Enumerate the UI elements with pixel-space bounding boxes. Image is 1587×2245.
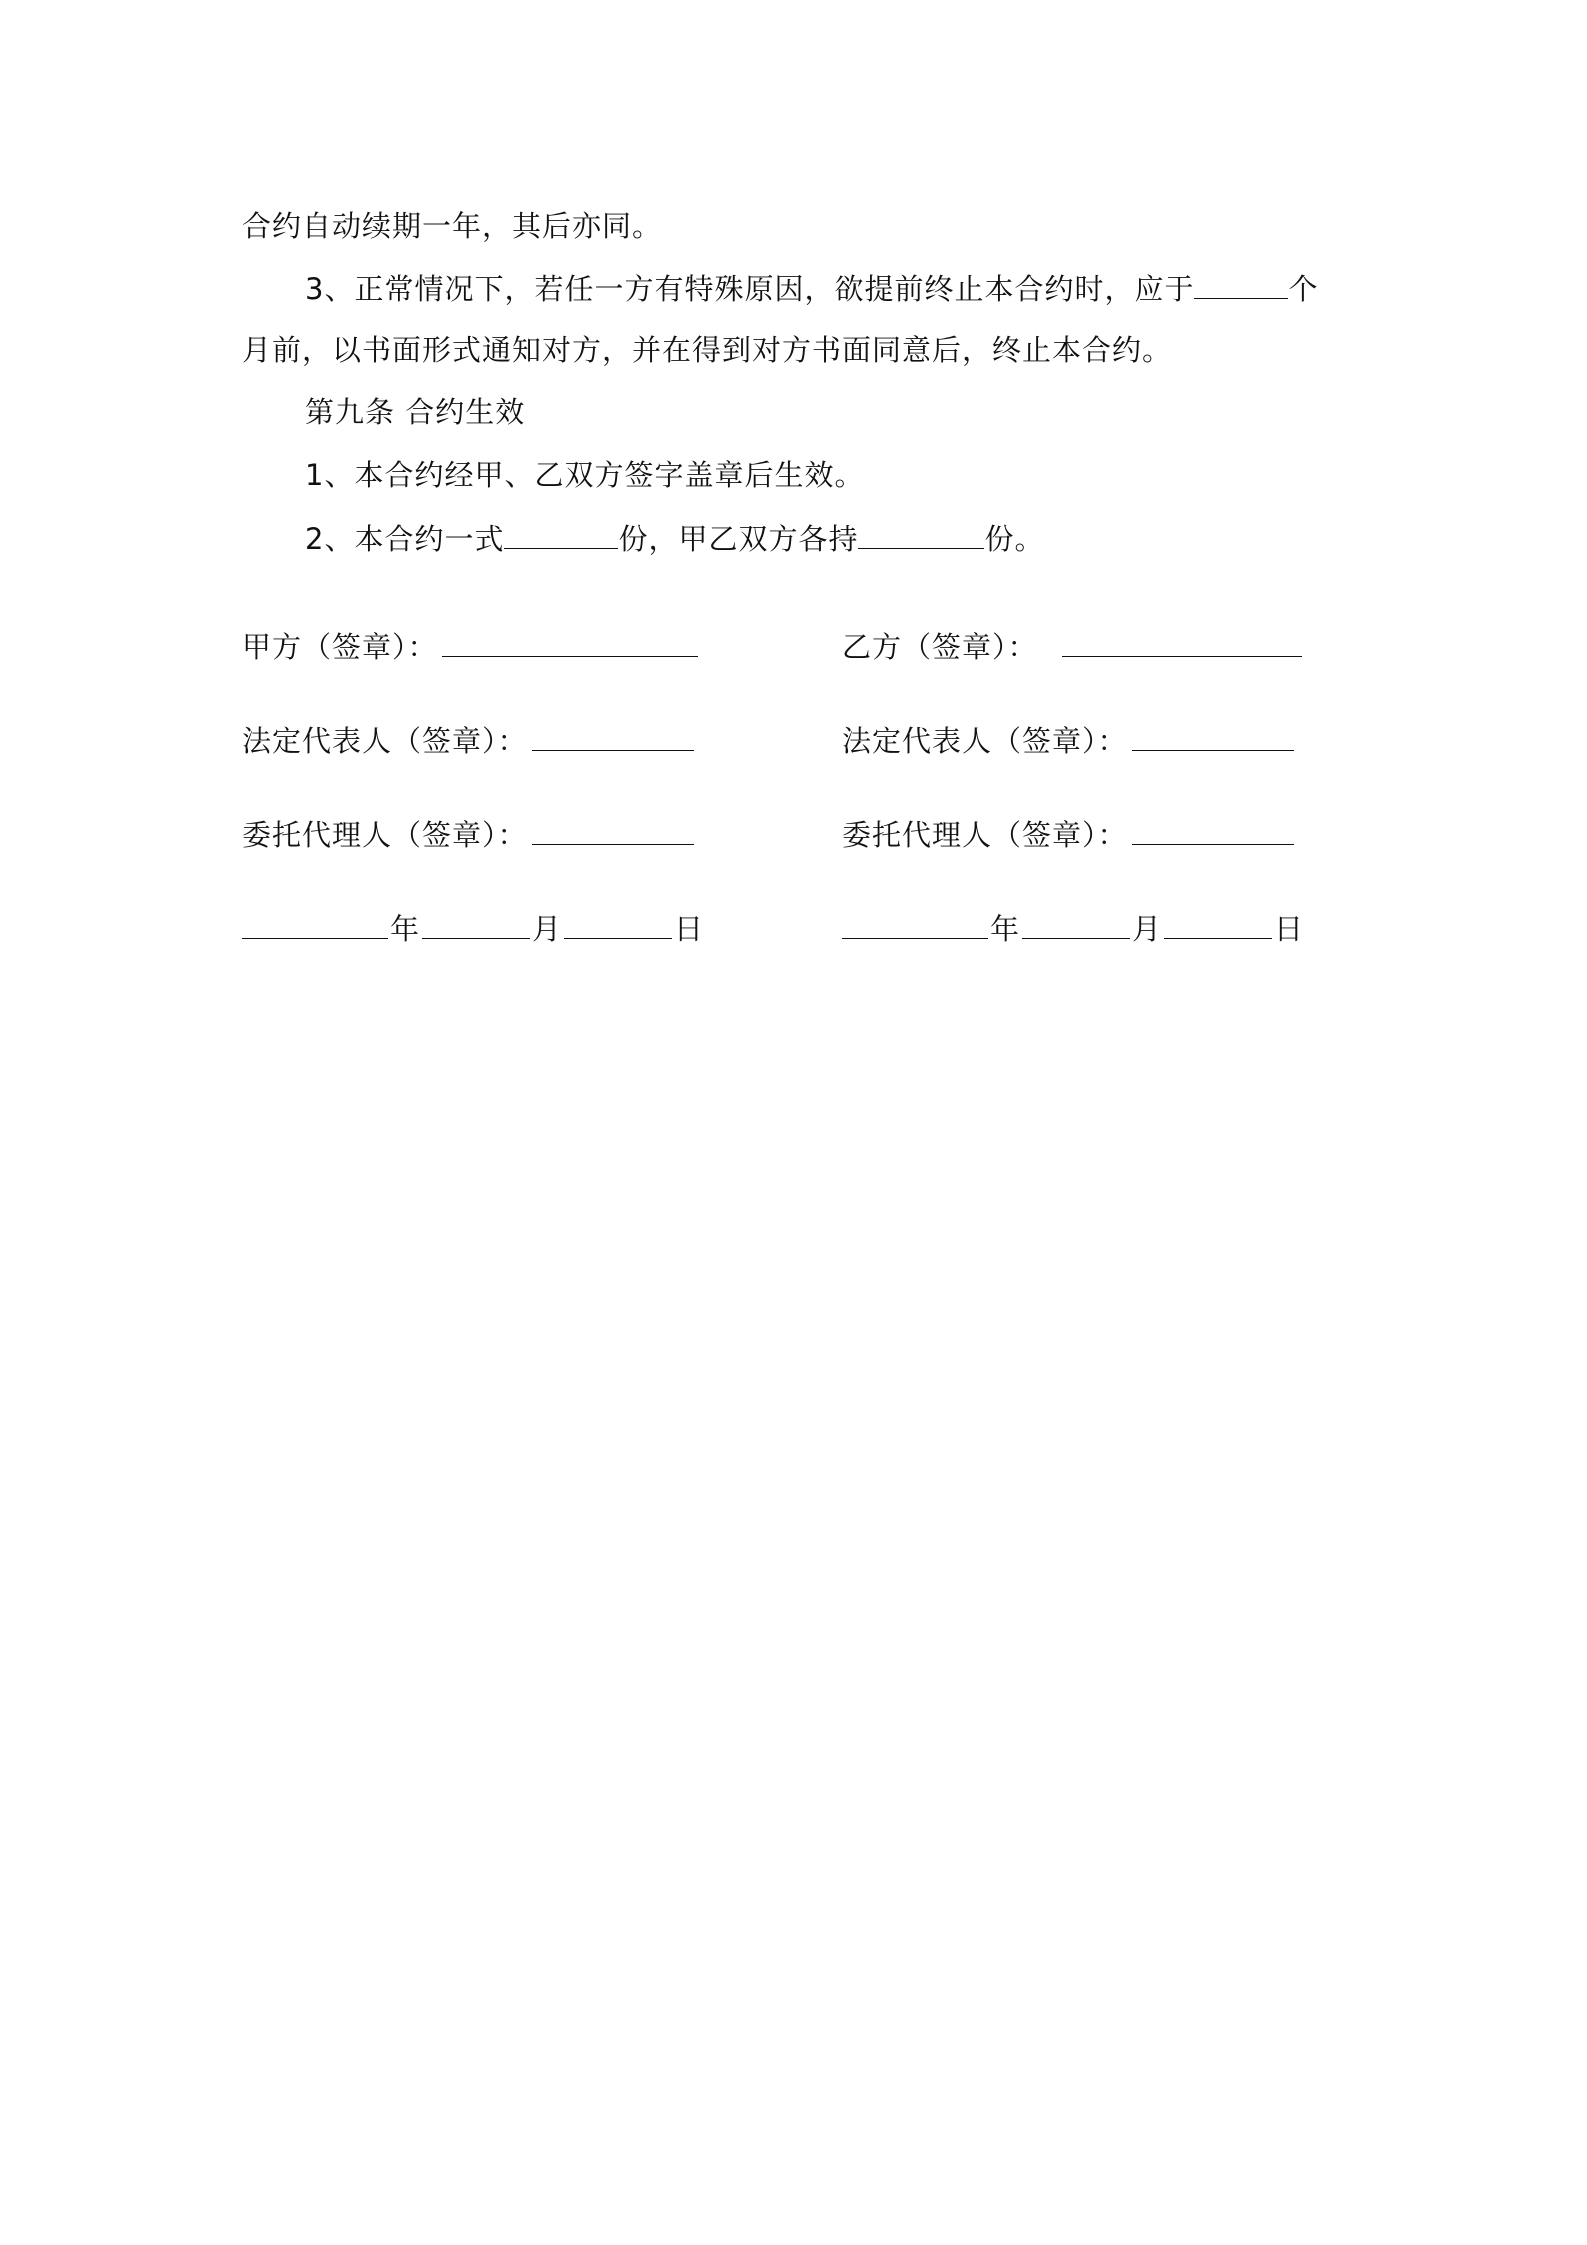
clause-text: 份。 xyxy=(984,522,1045,556)
party-a-date xyxy=(242,908,704,949)
signature-label: 委托代理人（签章）： xyxy=(842,818,1128,852)
party-b-day-field[interactable] xyxy=(1164,908,1272,939)
clause-termination xyxy=(305,268,1318,309)
clause-text: 月前，以书面形式通知对方，并在得到对方书面同意后，终止本合约。 xyxy=(242,333,1173,367)
clause-text: 2、本合约一式 xyxy=(305,522,505,556)
party-a-year-field[interactable] xyxy=(242,908,388,939)
party-a-signature xyxy=(242,626,698,667)
party-a-agent xyxy=(242,814,694,855)
party-a-signature-field[interactable] xyxy=(442,626,698,657)
party-b-date xyxy=(842,908,1304,949)
party-b-legal-rep-field[interactable] xyxy=(1132,720,1294,751)
party-a-agent-field[interactable] xyxy=(532,814,694,845)
party-a-day-field[interactable] xyxy=(564,908,672,939)
clause-effective xyxy=(305,455,864,495)
party-b-signature-field[interactable] xyxy=(1062,626,1302,657)
party-b-agent-field[interactable] xyxy=(1132,814,1294,845)
months-blank[interactable] xyxy=(1194,268,1288,299)
clause-text: 个 xyxy=(1288,272,1319,306)
year-label: 年 xyxy=(390,912,421,946)
party-a-legal-rep-field[interactable] xyxy=(532,720,694,751)
clause-continuation xyxy=(242,206,662,246)
clause-text: 1、本合约经甲、乙双方签字盖章后生效。 xyxy=(305,458,865,492)
clause-text: 份，甲乙双方各持 xyxy=(618,522,859,556)
party-b-signature xyxy=(842,626,1302,667)
year-label: 年 xyxy=(990,912,1021,946)
month-label: 月 xyxy=(1132,912,1163,946)
party-a-legal-rep xyxy=(242,720,694,761)
signature-label: 委托代理人（签章）： xyxy=(242,818,528,852)
day-label: 日 xyxy=(674,912,705,946)
party-b-legal-rep xyxy=(842,720,1294,761)
article-heading xyxy=(305,392,525,432)
clause-termination-continued xyxy=(242,330,1172,370)
article-title: 第九条 合约生效 xyxy=(305,395,526,429)
copies-total-blank[interactable] xyxy=(504,518,618,549)
signature-label: 法定代表人（签章）： xyxy=(242,724,528,758)
clause-copies xyxy=(305,518,1044,559)
day-label: 日 xyxy=(1274,912,1305,946)
party-b-agent xyxy=(842,814,1294,855)
party-b-month-field[interactable] xyxy=(1022,908,1130,939)
signature-label: 法定代表人（签章）： xyxy=(842,724,1128,758)
signature-label: 乙方（签章）： xyxy=(842,630,1038,664)
party-a-month-field[interactable] xyxy=(422,908,530,939)
party-b-year-field[interactable] xyxy=(842,908,988,939)
clause-text: 合约自动续期一年，其后亦同。 xyxy=(242,209,663,243)
copies-each-blank[interactable] xyxy=(858,518,984,549)
month-label: 月 xyxy=(532,912,563,946)
signature-label: 甲方（签章）： xyxy=(242,630,438,664)
clause-text: 3、正常情况下，若任一方有特殊原因，欲提前终止本合约时，应于 xyxy=(305,272,1195,306)
